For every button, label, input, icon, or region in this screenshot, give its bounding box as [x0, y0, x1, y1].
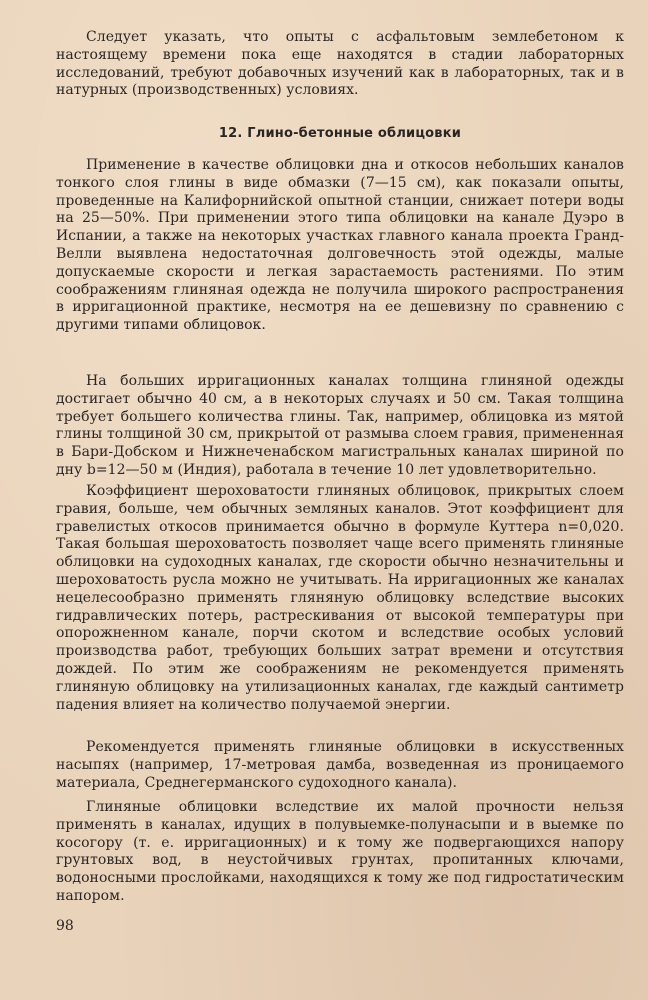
paragraph-clay-thickness: На больших ирригационных каналах толщина глиняной одежды достигает обычно 40 см, а в некоторых случаях и 50 см. Такая толщина требует большего количества глины. Так, например, облицовка из мятой глины толщиной 30 см, прикрытой от размыва слоем гравия, примененная в Бари-Добском и Нижнеченабском магистральных каналах шириной по дну b=12—50 м (Индия), работала в течение 10 лет удовлетворительно.	[56, 373, 624, 478]
paragraph-roughness-coefficient: Коэффициент шероховатости глиняных облицовок, прикрытых слоем гравия, больше, чем обычных земляных каналов. Этот коэффициент для гравелистых откосов принимается обычно в формуле Куттера n=0,020. Такая большая шероховатость позволяет чаще всего применять глиняные облицовки на судоходных каналах, где скорости обычно незначительны и шероховатость русла можно не учитывать. На ирригационных же каналах нецелесообразно применять гляняную облицовку вследствие высоких гидравлических потерь, растрескивания от высокой температуры при опорожненном канале, порчи скотом и вследствие особых условий производства работ, требующих больших затрат времени и отсутствия дождей. По этим же соображениям не рекомендуется применять глиняную облицовку на утилизационных каналах, где каждый сантиметр падения влияет на количество получаемой энергии.	[56, 483, 624, 713]
paragraph-clay-lining-application: Применение в качестве облицовки дна и откосов небольших каналов тонкого слоя глины в виде обмазки (7—15 см), как показали опыты, проведенные на Калифорнийской опытной станции, снижает потери воды на 25—50%. При применении этого типа облицовки на канале Дуэро в Испании, а также на некоторых участках главного канала проекта Гранд-Велли выявлена недостаточная долговечность этой одежды, малые допускаемые скорости и легкая зарастаемость растениями. По этим соображениям глиняная одежда не получила широкого распространения в ирригационной практике, несмотря на ее дешевизну по сравнению с другими типами облицовок.	[56, 157, 624, 334]
paragraph-limitations: Глиняные облицовки вследствие их малой прочности нельзя применять в каналах, идущих в полувыемке-полунасыпи и в выемке по косогору (т. е. ирригационных) и к тому же подвергающихся напору грунтовых вод, в неустойчивых грунтах, пропитанных ключами, водоносными прослойками, находящихся к тому же под гидростатическим напором.	[56, 799, 624, 904]
paragraph-recommendation: Рекомендуется применять глиняные облицовки в искусственных насыпях (например, 17-метровая дамба, возведенная из проницаемого материала, Среднегерманского судоходного канала).	[56, 739, 624, 791]
page-number: 98	[56, 918, 74, 934]
section-heading: 12. Глино-бетонные облицовки	[218, 126, 462, 141]
intro-paragraph: Следует указать, что опыты с асфальтовым землебетоном к настоящему времени пока еще находятся в стадии лабораторных исследований, требуют добавочных изучений как в лабораторных, так и в натурных (производственных) условиях.	[56, 29, 624, 99]
